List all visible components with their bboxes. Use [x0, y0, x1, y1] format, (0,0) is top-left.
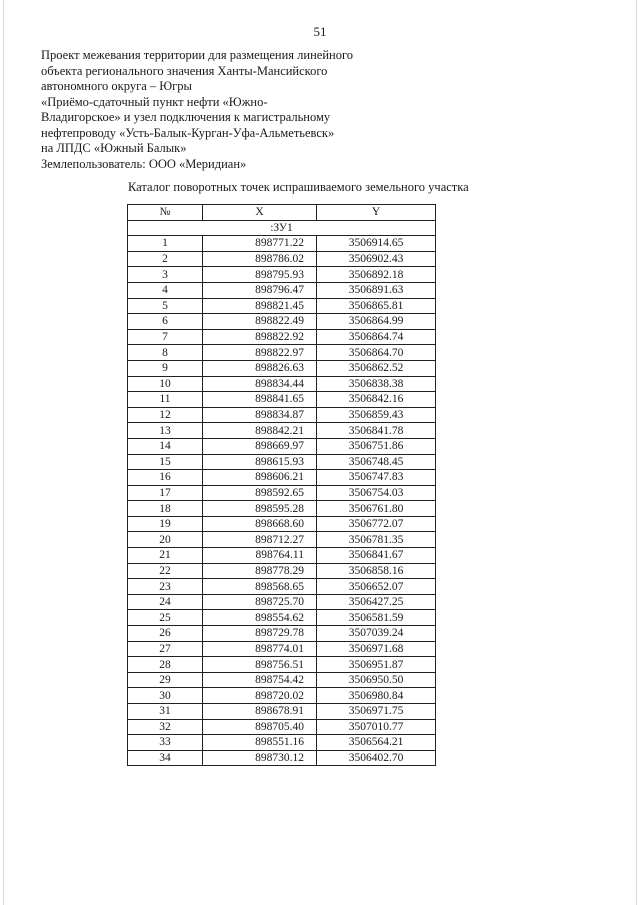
header-line: на ЛПДС «Южный Балык»	[41, 141, 187, 155]
y-coordinate-cell: 3506864.99	[317, 314, 436, 330]
x-coordinate-cell: 898774.01	[203, 641, 317, 657]
point-number-cell: 29	[128, 672, 203, 688]
table-row	[128, 454, 436, 470]
x-coordinate-cell: 898842.21	[203, 423, 317, 439]
point-number-cell: 17	[128, 485, 203, 501]
x-coordinate-cell: 898834.44	[203, 376, 317, 392]
table-row	[128, 563, 436, 579]
x-coordinate-cell: 898822.92	[203, 329, 317, 345]
point-number-cell: 26	[128, 626, 203, 642]
point-number-cell: 34	[128, 750, 203, 766]
y-coordinate-cell: 3506971.75	[317, 704, 436, 720]
table-row	[128, 485, 436, 501]
table-row	[128, 360, 436, 376]
y-coordinate-cell: 3506841.78	[317, 423, 436, 439]
table-header-row	[128, 205, 436, 221]
y-coordinate-cell: 3506862.52	[317, 360, 436, 376]
table-row	[128, 345, 436, 361]
point-number-cell: 2	[128, 251, 203, 267]
scan-edge-right	[636, 0, 637, 905]
table-row	[128, 579, 436, 595]
y-coordinate-cell: 3507010.77	[317, 719, 436, 735]
x-coordinate-cell: 898822.97	[203, 345, 317, 361]
point-number-cell: 33	[128, 735, 203, 751]
x-coordinate-cell: 898568.65	[203, 579, 317, 595]
header-line: Землепользователь: ООО «Меридиан»	[41, 156, 247, 171]
y-coordinate-cell: 3506842.16	[317, 392, 436, 408]
y-coordinate-cell: 3506865.81	[317, 298, 436, 314]
y-coordinate-cell: 3506754.03	[317, 485, 436, 501]
y-coordinate-cell: 3506747.83	[317, 470, 436, 486]
x-coordinate-cell: 898669.97	[203, 438, 317, 454]
point-number-cell: 5	[128, 298, 203, 314]
point-number-cell: 31	[128, 704, 203, 720]
x-coordinate-cell: 898705.40	[203, 719, 317, 735]
x-coordinate-cell: 898615.93	[203, 454, 317, 470]
y-coordinate-cell: 3506781.35	[317, 532, 436, 548]
y-coordinate-cell: 3506581.59	[317, 610, 436, 626]
x-coordinate-cell: 898678.91	[203, 704, 317, 720]
y-coordinate-cell: 3506902.43	[317, 251, 436, 267]
y-coordinate-cell: 3506564.21	[317, 735, 436, 751]
y-coordinate-cell: 3506838.38	[317, 376, 436, 392]
scan-edge-left	[3, 0, 4, 905]
x-coordinate-cell: 898554.62	[203, 610, 317, 626]
x-coordinate-cell: 898720.02	[203, 688, 317, 704]
coordinates-table	[127, 204, 436, 766]
table-caption: Каталог поворотных точек испрашиваемого земельного участка	[128, 180, 469, 194]
x-coordinate-cell: 898551.16	[203, 735, 317, 751]
y-coordinate-cell: 3506891.63	[317, 282, 436, 298]
y-coordinate-cell: 3506950.50	[317, 672, 436, 688]
point-number-cell: 14	[128, 438, 203, 454]
table-row	[128, 251, 436, 267]
x-coordinate-cell: 898796.47	[203, 282, 317, 298]
group-label: :ЗУ1	[128, 220, 436, 236]
point-number-cell: 6	[128, 314, 203, 330]
table-row	[128, 657, 436, 673]
x-coordinate-cell: 898834.87	[203, 407, 317, 423]
point-number-cell: 32	[128, 719, 203, 735]
y-coordinate-cell: 3506761.80	[317, 501, 436, 517]
y-coordinate-cell: 3506748.45	[317, 454, 436, 470]
x-coordinate-cell: 898795.93	[203, 267, 317, 283]
point-number-cell: 30	[128, 688, 203, 704]
y-coordinate-cell: 3506864.70	[317, 345, 436, 361]
y-coordinate-cell: 3506402.70	[317, 750, 436, 766]
document-header	[41, 48, 371, 172]
table-row	[128, 750, 436, 766]
column-header-x: X	[203, 205, 317, 221]
table-row	[128, 407, 436, 423]
point-number-cell: 4	[128, 282, 203, 298]
table-row	[128, 594, 436, 610]
y-coordinate-cell: 3506859.43	[317, 407, 436, 423]
point-number-cell: 1	[128, 236, 203, 252]
point-number-cell: 25	[128, 610, 203, 626]
x-coordinate-cell: 898668.60	[203, 516, 317, 532]
point-number-cell: 8	[128, 345, 203, 361]
x-coordinate-cell: 898778.29	[203, 563, 317, 579]
table-row	[128, 282, 436, 298]
table-row	[128, 548, 436, 564]
table-row	[128, 704, 436, 720]
x-coordinate-cell: 898764.11	[203, 548, 317, 564]
point-number-cell: 20	[128, 532, 203, 548]
point-number-cell: 19	[128, 516, 203, 532]
table-row	[128, 688, 436, 704]
y-coordinate-cell: 3506971.68	[317, 641, 436, 657]
point-number-cell: 28	[128, 657, 203, 673]
point-number-cell: 9	[128, 360, 203, 376]
table-row	[128, 501, 436, 517]
page-number: 51	[313, 24, 327, 39]
table-row	[128, 641, 436, 657]
header-line: автономного округа – Югры	[41, 79, 192, 93]
y-coordinate-cell: 3506772.07	[317, 516, 436, 532]
x-coordinate-cell: 898606.21	[203, 470, 317, 486]
y-coordinate-cell: 3507039.24	[317, 626, 436, 642]
x-coordinate-cell: 898826.63	[203, 360, 317, 376]
y-coordinate-cell: 3506951.87	[317, 657, 436, 673]
y-coordinate-cell: 3506864.74	[317, 329, 436, 345]
column-header-y: Y	[317, 205, 436, 221]
header-line: Проект межевания территории для размещения линейного	[41, 48, 354, 62]
table-row	[128, 532, 436, 548]
point-number-cell: 27	[128, 641, 203, 657]
table-row	[128, 314, 436, 330]
x-coordinate-cell: 898595.28	[203, 501, 317, 517]
header-line: объекта регионального значения Ханты-Мансийского	[41, 63, 328, 78]
point-number-cell: 10	[128, 376, 203, 392]
x-coordinate-cell: 898592.65	[203, 485, 317, 501]
y-coordinate-cell: 3506427.25	[317, 594, 436, 610]
point-number-cell: 22	[128, 563, 203, 579]
table-row	[128, 376, 436, 392]
table-row	[128, 392, 436, 408]
point-number-cell: 13	[128, 423, 203, 439]
point-number-cell: 12	[128, 407, 203, 423]
table-row	[128, 735, 436, 751]
point-number-cell: 11	[128, 392, 203, 408]
table-row	[128, 610, 436, 626]
column-header-number: №	[128, 205, 203, 221]
table-row	[128, 267, 436, 283]
point-number-cell: 23	[128, 579, 203, 595]
point-number-cell: 18	[128, 501, 203, 517]
x-coordinate-cell: 898754.42	[203, 672, 317, 688]
y-coordinate-cell: 3506892.18	[317, 267, 436, 283]
x-coordinate-cell: 898730.12	[203, 750, 317, 766]
table-row	[128, 626, 436, 642]
x-coordinate-cell: 898725.70	[203, 594, 317, 610]
y-coordinate-cell: 3506914.65	[317, 236, 436, 252]
table-row	[128, 719, 436, 735]
point-number-cell: 24	[128, 594, 203, 610]
y-coordinate-cell: 3506652.07	[317, 579, 436, 595]
y-coordinate-cell: 3506858.16	[317, 563, 436, 579]
point-number-cell: 21	[128, 548, 203, 564]
header-line: Владигорское» и узел подключения к магистральному	[41, 110, 331, 124]
table-row	[128, 423, 436, 439]
point-number-cell: 16	[128, 470, 203, 486]
table-row	[128, 516, 436, 532]
header-line: нефтепроводу «Усть-Балык-Курган-Уфа-Альметьевск»	[41, 125, 335, 140]
table-row	[128, 470, 436, 486]
x-coordinate-cell: 898756.51	[203, 657, 317, 673]
point-number-cell: 3	[128, 267, 203, 283]
table-row	[128, 672, 436, 688]
x-coordinate-cell: 898821.45	[203, 298, 317, 314]
header-line: «Приёмо-сдаточный пункт нефти «Южно-	[41, 94, 268, 109]
x-coordinate-cell: 898841.65	[203, 392, 317, 408]
y-coordinate-cell: 3506980.84	[317, 688, 436, 704]
y-coordinate-cell: 3506751.86	[317, 438, 436, 454]
group-row	[128, 220, 436, 236]
table-row	[128, 438, 436, 454]
table-row	[128, 298, 436, 314]
table-row	[128, 329, 436, 345]
x-coordinate-cell: 898822.49	[203, 314, 317, 330]
point-number-cell: 7	[128, 329, 203, 345]
point-number-cell: 15	[128, 454, 203, 470]
x-coordinate-cell: 898712.27	[203, 532, 317, 548]
table-row	[128, 236, 436, 252]
x-coordinate-cell: 898729.78	[203, 626, 317, 642]
y-coordinate-cell: 3506841.67	[317, 548, 436, 564]
x-coordinate-cell: 898771.22	[203, 236, 317, 252]
x-coordinate-cell: 898786.02	[203, 251, 317, 267]
